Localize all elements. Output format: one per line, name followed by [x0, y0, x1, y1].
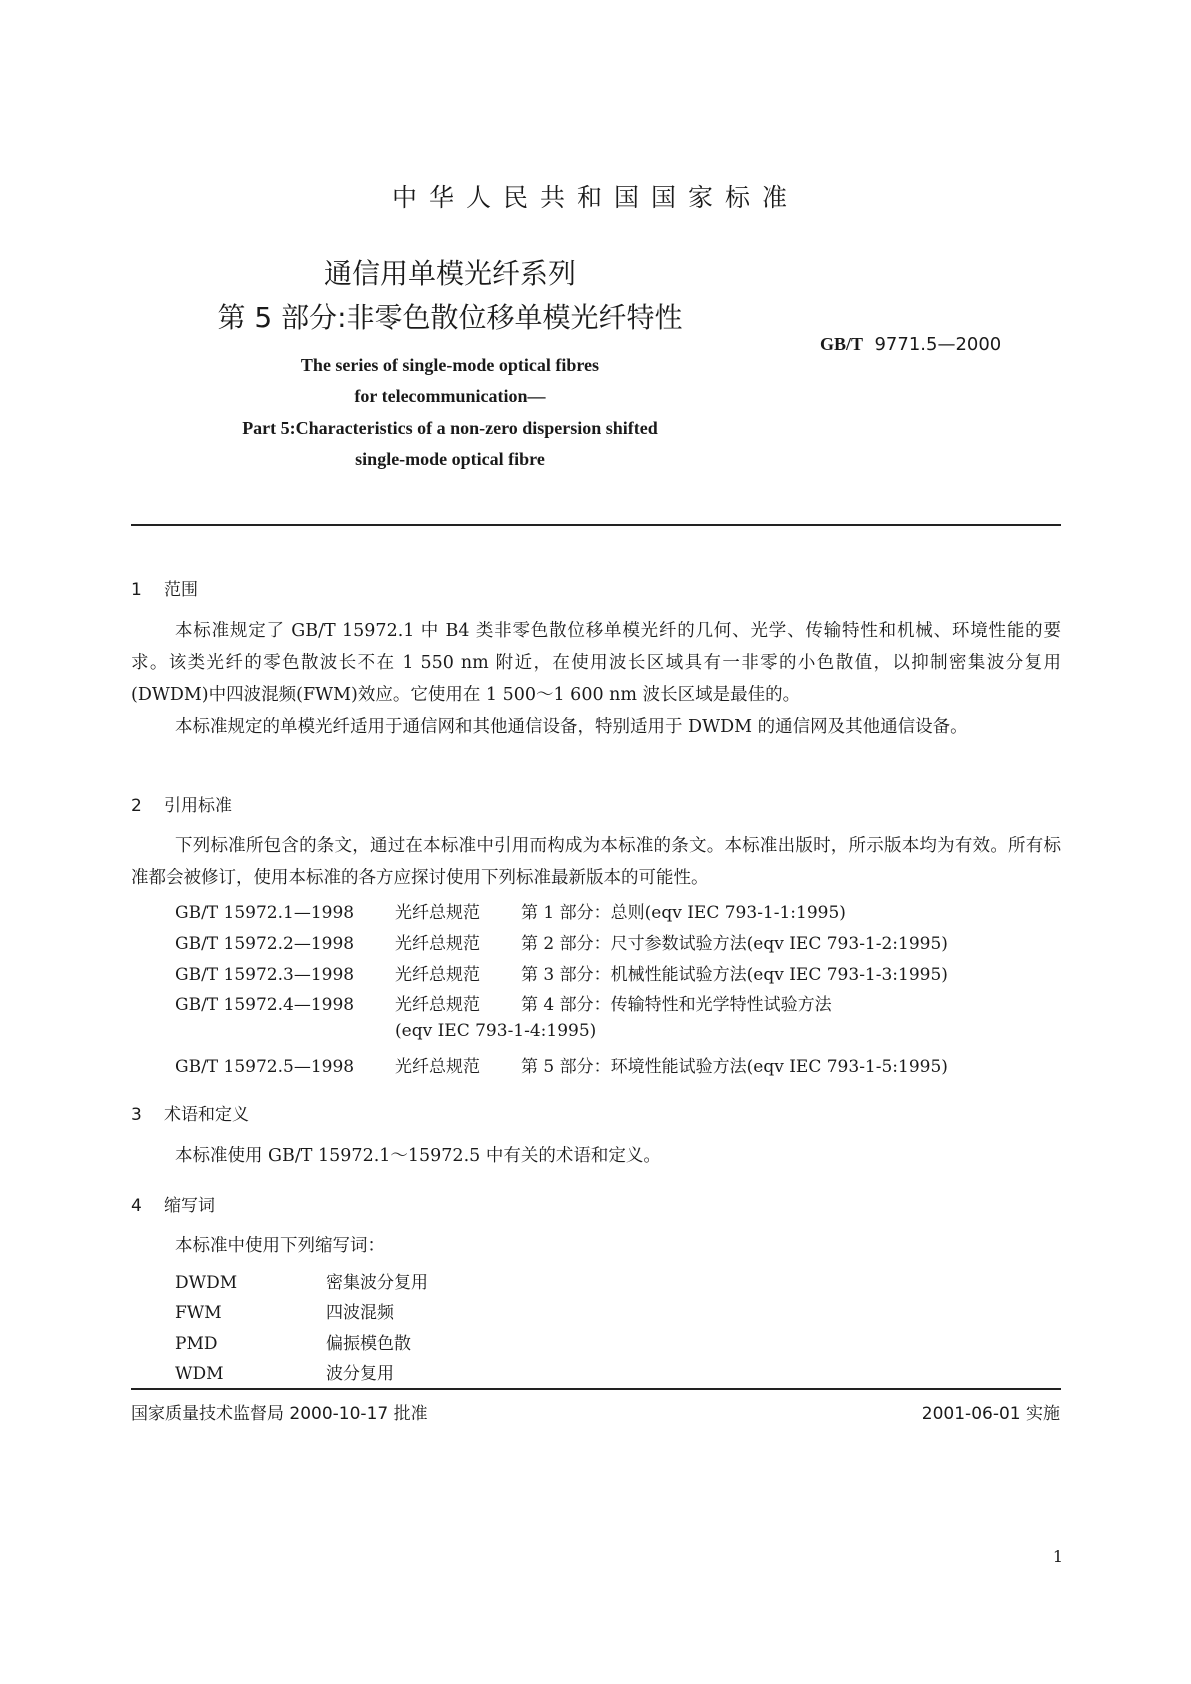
reference-continuation: (eqv IEC 793-1-4:1995)	[395, 1021, 597, 1041]
reference-name: 光纤总规范	[395, 965, 480, 985]
reference-code: GB/T 15972.5—1998	[175, 1057, 355, 1077]
abbreviation: PMD	[175, 1334, 218, 1354]
section-title: 范围	[164, 580, 198, 600]
reference-item	[175, 1052, 948, 1077]
section-1-paragraph-1: 本标准规定了 GB/T 15972.1 中 B4 类非零色散位移单模光纤的几何、光学、传输特性和机械、环境性能的要求。该类光纤的零色散波长不在 1 550 nm 附近，在使用波长区域具有一非零的小色散值，以抑制密集波分复用(DWDM)中四波混频(FWM)效应。它使用在 1 500～1 600 nm 波长区域是最佳的。	[131, 621, 1061, 705]
national-standard-label: 中华人民共和国国家标准	[391, 183, 799, 212]
section-4-heading	[131, 1191, 215, 1216]
abbreviation-meaning: 偏振模色散	[326, 1334, 411, 1354]
reference-part: 第 3 部分：机械性能试验方法(eqv IEC 793-1-3:1995)	[521, 965, 948, 985]
code-prefix: GB/T	[820, 334, 864, 354]
footer-divider	[131, 1388, 1061, 1390]
reference-name: 光纤总规范	[395, 995, 480, 1015]
abbreviation: FWM	[175, 1303, 222, 1323]
code-number: 9771.5—2000	[874, 334, 1002, 355]
reference-item	[175, 960, 948, 985]
reference-name: 光纤总规范	[395, 1057, 480, 1077]
section-number: 3	[131, 1105, 142, 1125]
section-4-intro: 本标准中使用下列缩写词：	[175, 1236, 385, 1256]
standard-code	[820, 334, 1001, 355]
abbreviation-row	[175, 1359, 394, 1384]
reference-item	[175, 929, 948, 954]
abbreviation-meaning: 密集波分复用	[326, 1273, 428, 1293]
reference-code: GB/T 15972.2—1998	[175, 934, 355, 954]
reference-code: GB/T 15972.3—1998	[175, 965, 355, 985]
reference-part: 第 4 部分：传输特性和光学特性试验方法	[521, 995, 832, 1015]
abbreviation-row	[175, 1268, 428, 1293]
reference-code: GB/T 15972.4—1998	[175, 995, 355, 1015]
english-title-line-3: Part 5:Characteristics of a non-zero dispersion shifted	[242, 418, 658, 438]
header-divider	[131, 524, 1061, 526]
reference-item	[175, 990, 832, 1015]
abbreviation-meaning: 四波混频	[326, 1303, 394, 1323]
abbreviation: DWDM	[175, 1273, 238, 1293]
section-title: 引用标准	[164, 796, 232, 816]
abbreviation-row	[175, 1329, 411, 1354]
reference-part: 第 2 部分：尺寸参数试验方法(eqv IEC 793-1-2:1995)	[521, 934, 948, 954]
section-3-paragraph-1: 本标准使用 GB/T 15972.1～15972.5 中有关的术语和定义。	[175, 1146, 661, 1166]
approval-text: 国家质量技术监督局 2000-10-17 批准	[131, 1404, 428, 1424]
reference-name: 光纤总规范	[395, 903, 480, 923]
abbreviation-meaning: 波分复用	[326, 1364, 394, 1384]
section-title: 术语和定义	[164, 1105, 249, 1125]
section-3-heading	[131, 1100, 249, 1125]
reference-item	[175, 898, 846, 923]
page-number: 1	[1052, 1547, 1063, 1566]
section-2-paragraph-1: 下列标准所包含的条文，通过在本标准中引用而构成为本标准的条文。本标准出版时，所示版本均为有效。所有标准都会被修订，使用本标准的各方应探讨使用下列标准最新版本的可能性。	[131, 836, 1061, 888]
section-title: 缩写词	[164, 1196, 215, 1216]
reference-code: GB/T 15972.1—1998	[175, 903, 355, 923]
section-1-paragraph-2: 本标准规定的单模光纤适用于通信网和其他通信设备，特别适用于 DWDM 的通信网及其他通信设备。	[175, 717, 968, 737]
section-2-heading	[131, 791, 232, 816]
reference-part: 第 5 部分：环境性能试验方法(eqv IEC 793-1-5:1995)	[521, 1057, 948, 1077]
english-title-line-1: The series of single-mode optical fibres	[300, 355, 600, 375]
abbreviation-row	[175, 1298, 394, 1323]
section-number: 1	[131, 580, 142, 600]
abbreviation: WDM	[175, 1364, 224, 1384]
title-line-1: 通信用单模光纤系列	[323, 257, 576, 290]
reference-part: 第 1 部分：总则(eqv IEC 793-1-1:1995)	[521, 903, 846, 923]
title-line-2: 第 5 部分:非零色散位移单模光纤特性	[217, 301, 683, 334]
section-1-heading	[131, 575, 198, 600]
section-number: 2	[131, 796, 142, 816]
english-title-line-4: single-mode optical fibre	[355, 449, 545, 469]
implementation-date: 2001-06-01 实施	[921, 1404, 1060, 1424]
section-number: 4	[131, 1196, 142, 1216]
reference-name: 光纤总规范	[395, 934, 480, 954]
english-title-line-2: for telecommunication—	[354, 386, 546, 406]
